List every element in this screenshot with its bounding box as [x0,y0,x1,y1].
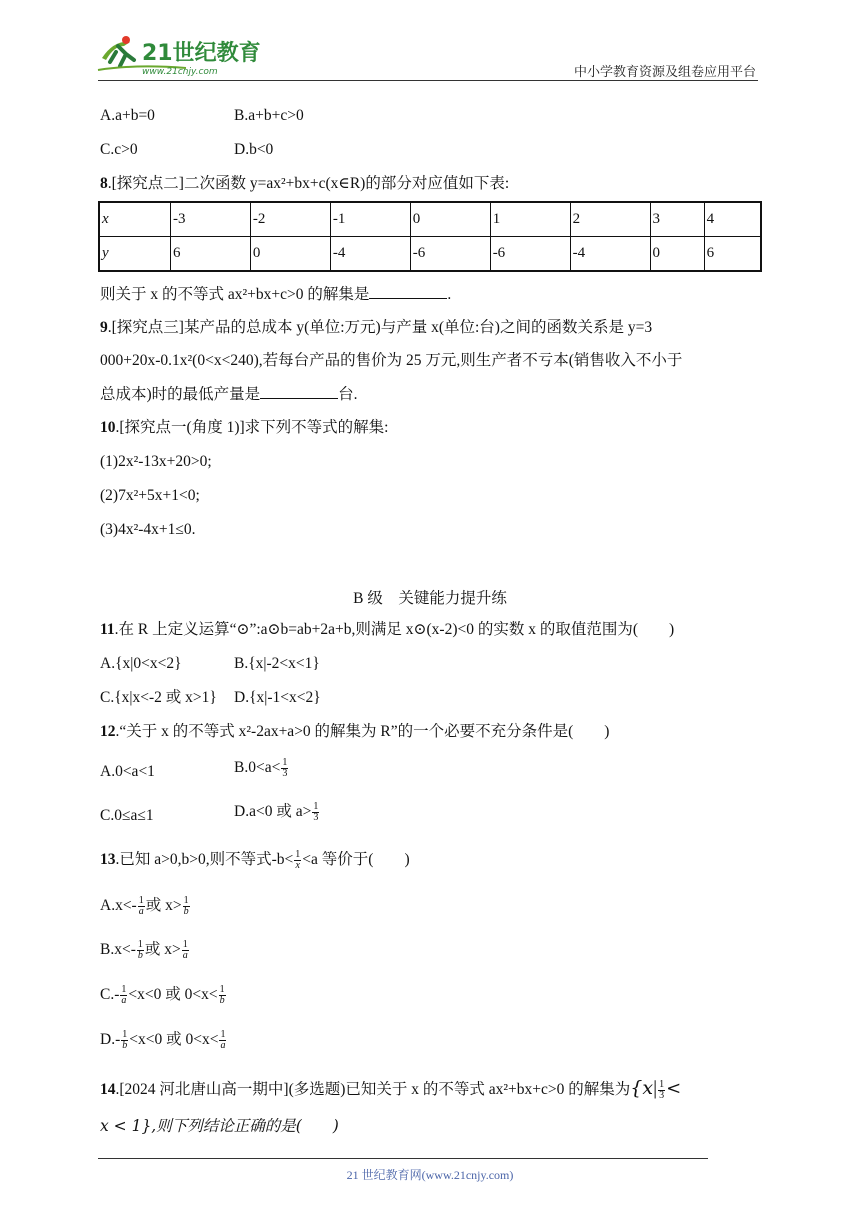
q7-option-c: C.c>0 [100,141,138,158]
q10-item-3: (3)4x²-4x+1≤0. [100,521,196,538]
q11-option-a: A.{x|0<x<2} [100,655,182,672]
table-cell: 4 [704,202,761,237]
table-row-x [99,202,761,237]
table-cell: 6 [704,237,761,272]
q12-option-b: B.0<a< $\frac{1}{3}$ [234,757,288,779]
table-cell: -6 [490,237,570,272]
table-header-y: y [99,237,171,272]
q11-option-c: C.{x|x<-2 或 x>1} [100,689,217,706]
header-divider [98,80,758,81]
q11-stem: 11.在 R 上定义运算“⊙”:a⊙b=ab+2a+b,则满足 x⊙(x-2)<0 的实数 x 的取值范围为( ) [100,621,675,638]
table-cell: -2 [250,202,330,237]
table-row-y [99,237,761,272]
q12-option-a: A.0<a<1 [100,763,155,780]
footer-divider [98,1158,708,1159]
q13-option-b: B.x<- $\frac{1}{b}$ 或 x> $\frac{1}{a}$ [100,939,188,961]
q12-option-c: C.0≤a≤1 [100,807,154,824]
table-cell: -1 [330,202,410,237]
table-cell: 3 [650,202,704,237]
q9-line-2: 000+20x-0.1x²(0<x<240),若每台产品的售价为 25 万元,则生产者不亏本(销售收入不小于 [100,352,683,369]
value-table [98,201,762,272]
logo-url: www.21cnjy.com [142,67,218,77]
q7-option-b: B.a+b+c>0 [234,107,304,124]
q7-option-d: D.b<0 [234,141,274,158]
logo-icon [96,32,266,78]
q11-option-d: D.{x|-1<x<2} [234,689,321,706]
q8-question: 则关于 x 的不等式 ax²+bx+c>0 的解集是 . [100,286,452,303]
q13-option-d: D.- $\frac{1}{b}$ <x<0 或 0<x< $\frac{1}{a}$ [100,1029,226,1051]
q7-option-a: A.a+b=0 [100,107,155,124]
answer-blank [260,384,338,399]
table-cell: -6 [410,237,490,272]
table-cell: 1 [490,202,570,237]
q12-stem: 12.“关于 x 的不等式 x²-2ax+a>0 的解集为 R”的一个必要不充分条件是( ) [100,723,610,740]
q11-option-b: B.{x|-2<x<1} [234,655,320,672]
table-cell: 0 [410,202,490,237]
page-header [96,28,756,80]
answer-blank [369,284,447,299]
q9-line-1: 9.[探究点三]某产品的总成本 y(单位:万元)与产量 x(单位:台)之间的函数关系是 y=3 [100,319,653,336]
table-header-x: x [99,202,171,237]
q13-option-c: C.- $\frac{1}{a}$ <x<0 或 0<x< $\frac{1}{b}$ [100,984,225,1006]
table-cell: 0 [250,237,330,272]
table-cell: -4 [330,237,410,272]
section-title: B 级 关键能力提升练 [353,590,507,607]
q14-stem: 14.[2024 河北唐山高一期中](多选题)已知关于 x 的不等式 ax²+bx+c>0 的解集为{x| $\frac{1}{3}$ < [100,1077,682,1101]
q13-stem: 13.已知 a>0,b>0,则不等式-b< $\frac{1}{x}$ <a 等价于( ) [100,849,410,871]
q12-option-d: D.a<0 或 a> $\frac{1}{3}$ [234,801,319,823]
q8-stem: 8.[探究点二]二次函数 y=ax²+bx+c(x∈R)的部分对应值如下表: [100,175,510,192]
q14-line-2: x < 1},则下列结论正确的是( ) [100,1117,339,1135]
q9-line-3: 总成本)时的最低产量是 台. [100,386,358,403]
q10-item-2: (2)7x²+5x+1<0; [100,487,200,504]
table-cell: 6 [171,237,251,272]
table-cell: 2 [570,202,650,237]
table-cell: 0 [650,237,704,272]
q10-item-1: (1)2x²-13x+20>0; [100,453,212,470]
logo-text: 21世纪教育 [142,41,261,66]
q10-stem: 10.[探究点一(角度 1)]求下列不等式的解集: [100,419,389,436]
table-cell: -3 [171,202,251,237]
footer-text: 21 世纪教育网(www.21cnjy.com) [346,1168,514,1182]
table-cell: -4 [570,237,650,272]
q13-option-a: A.x<- $\frac{1}{a}$ 或 x> $\frac{1}{b}$ [100,895,189,917]
header-platform-name: 中小学教育资源及组卷应用平台 [573,64,756,79]
